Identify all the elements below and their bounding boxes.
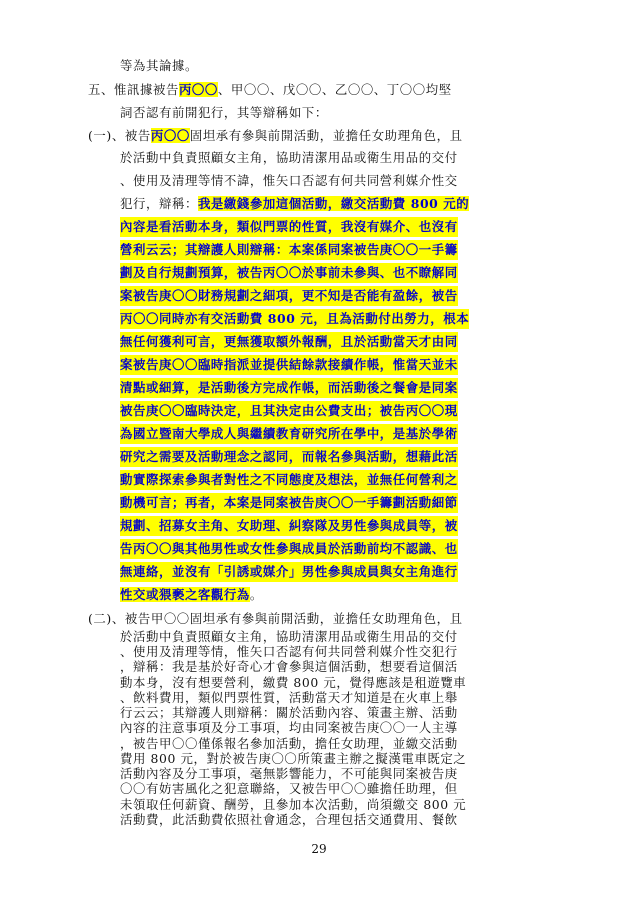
text-line: 活動費，此活動費依照社會通念，合理包括交通費用、餐飲 bbox=[120, 812, 458, 827]
text-line: 犯行，辯稱：我是繳錢參加這個活動，繳交活動費 800 元的 bbox=[120, 196, 470, 211]
text-line: 、使用及清理等情不諱，惟矢口否認有何共同營利媒介性交 bbox=[120, 173, 458, 188]
text-line: 五、惟訊據被告丙〇〇、甲〇〇、戊〇〇、乙〇〇、丁〇〇均堅 bbox=[88, 82, 452, 97]
text-line: 〇〇有妨害風化之犯意聯絡，又被告甲〇〇雖擔任助理，但 bbox=[120, 781, 458, 796]
highlighted-text-line: 為國立暨南大學成人與繼續教育研究所在學中，是基於學術 bbox=[120, 424, 458, 444]
highlighted-text-line: 動實際探索參與者對性之不同態度及想法，並無任何營利之 bbox=[120, 470, 458, 490]
text-line: (一)、被告丙〇〇固坦承有參與前開活動，並擔任女助理角色，且 bbox=[88, 128, 463, 143]
highlighted-text-line: 無任何獲利可言，更無獲取額外報酬，且於活動當天才由同 bbox=[120, 332, 458, 352]
text-line: 行云云；其辯護人則辯稱：關於活動內容、策畫主辦、活動 bbox=[120, 705, 458, 720]
text-line: 於活動中負責照顧女主角，協助清潔用品或衛生用品的交付 bbox=[120, 629, 458, 644]
text-line: 費用 800 元，對於被告庚〇〇所策畫主辦之擬漢電車既定之 bbox=[120, 751, 467, 766]
text-line: ，被告甲〇〇僅係報名參加活動，擔任女助理，並繳交活動 bbox=[120, 736, 458, 751]
highlighted-text-line: 營利云云；其辯護人則辯稱：本案係同案被告庚〇〇一手籌 bbox=[120, 240, 458, 260]
text-line: (二)、被告甲〇〇固坦承有參與前開活動，並擔任女助理角色，且 bbox=[88, 611, 463, 626]
highlighted-text-line: 研究之需要及活動理念之認同，而報名參與活動，想藉此活 bbox=[120, 447, 458, 467]
text-line: 未領取任何薪資、酬勞，且參加本次活動，尚須繳交 800 元 bbox=[120, 797, 467, 812]
highlighted-name: 丙〇〇 bbox=[178, 82, 218, 97]
highlighted-name: 丙〇〇 bbox=[150, 128, 190, 143]
text-line: 內容的注意事項及分工事項，均由同案被告庚〇〇一人主導 bbox=[120, 720, 458, 735]
highlighted-text-line: 內容是看活動本身，類似門票的性質，我沒有媒介、也沒有 bbox=[120, 217, 458, 237]
highlighted-text-line: 案被告庚〇〇臨時指派並提供結餘款接續作帳，惟當天並未 bbox=[120, 355, 458, 375]
text-line: 活動內容及分工事項，毫無影響能力，不可能與同案被告庚 bbox=[120, 766, 458, 781]
text-line: 、飲料費用，類似門票性質，活動當天才知道是在火車上舉 bbox=[120, 690, 458, 705]
text-line: 、使用及清理等情，惟矢口否認有何共同營利媒介性交犯行 bbox=[120, 644, 458, 659]
text-line: 性交或猥褻之客觀行為。 bbox=[120, 587, 263, 602]
highlighted-text-line: 丙〇〇同時亦有交活動費 800 元，且為活動付出勞力，根本 bbox=[120, 309, 469, 329]
highlighted-text-line: 清點或細算，是活動後方完成作帳，而活動後之餐會是同案 bbox=[120, 378, 458, 398]
highlighted-text-line: 案被告庚〇〇財務規劃之細項，更不知是否能有盈餘，被告 bbox=[120, 286, 458, 306]
highlighted-text: 性交或猥褻之客觀行為 bbox=[120, 587, 250, 602]
page-number: 29 bbox=[311, 842, 327, 856]
highlighted-text-line: 告丙〇〇與其他男性或女性參與成員於活動前均不認識、也 bbox=[120, 539, 458, 559]
highlighted-text-line: 無連絡，並沒有「引誘或媒介」男性參與成員與女主角進行 bbox=[120, 562, 458, 582]
highlighted-text-line: 被告庚〇〇臨時決定，且其決定由公費支出；被告丙〇〇現 bbox=[120, 401, 458, 421]
highlighted-text: 我是繳錢參加這個活動，繳交活動費 800 元的 bbox=[197, 196, 470, 211]
highlighted-text-line: 劃及自行規劃預算，被告丙〇〇於事前未參與、也不瞭解同 bbox=[120, 263, 458, 283]
text-line: 詞否認有前開犯行，其等辯稱如下： bbox=[120, 105, 328, 120]
text-line: ，辯稱：我是基於好奇心才會參與這個活動，想要看這個活 bbox=[120, 659, 458, 674]
text-line: 等為其論據。 bbox=[120, 58, 198, 73]
text-line: 於活動中負責照顧女主角，協助清潔用品或衛生用品的交付 bbox=[120, 150, 458, 165]
highlighted-text-line: 規劃、招募女主角、女助理、糾察隊及男性參與成員等，被 bbox=[120, 516, 458, 536]
highlighted-text-line: 動機可言；再者，本案是同案被告庚〇〇一手籌劃活動細節 bbox=[120, 493, 458, 513]
text-line: 動本身，沒有想要營利，繳費 800 元，覺得應該是租遊覽車 bbox=[120, 675, 467, 690]
